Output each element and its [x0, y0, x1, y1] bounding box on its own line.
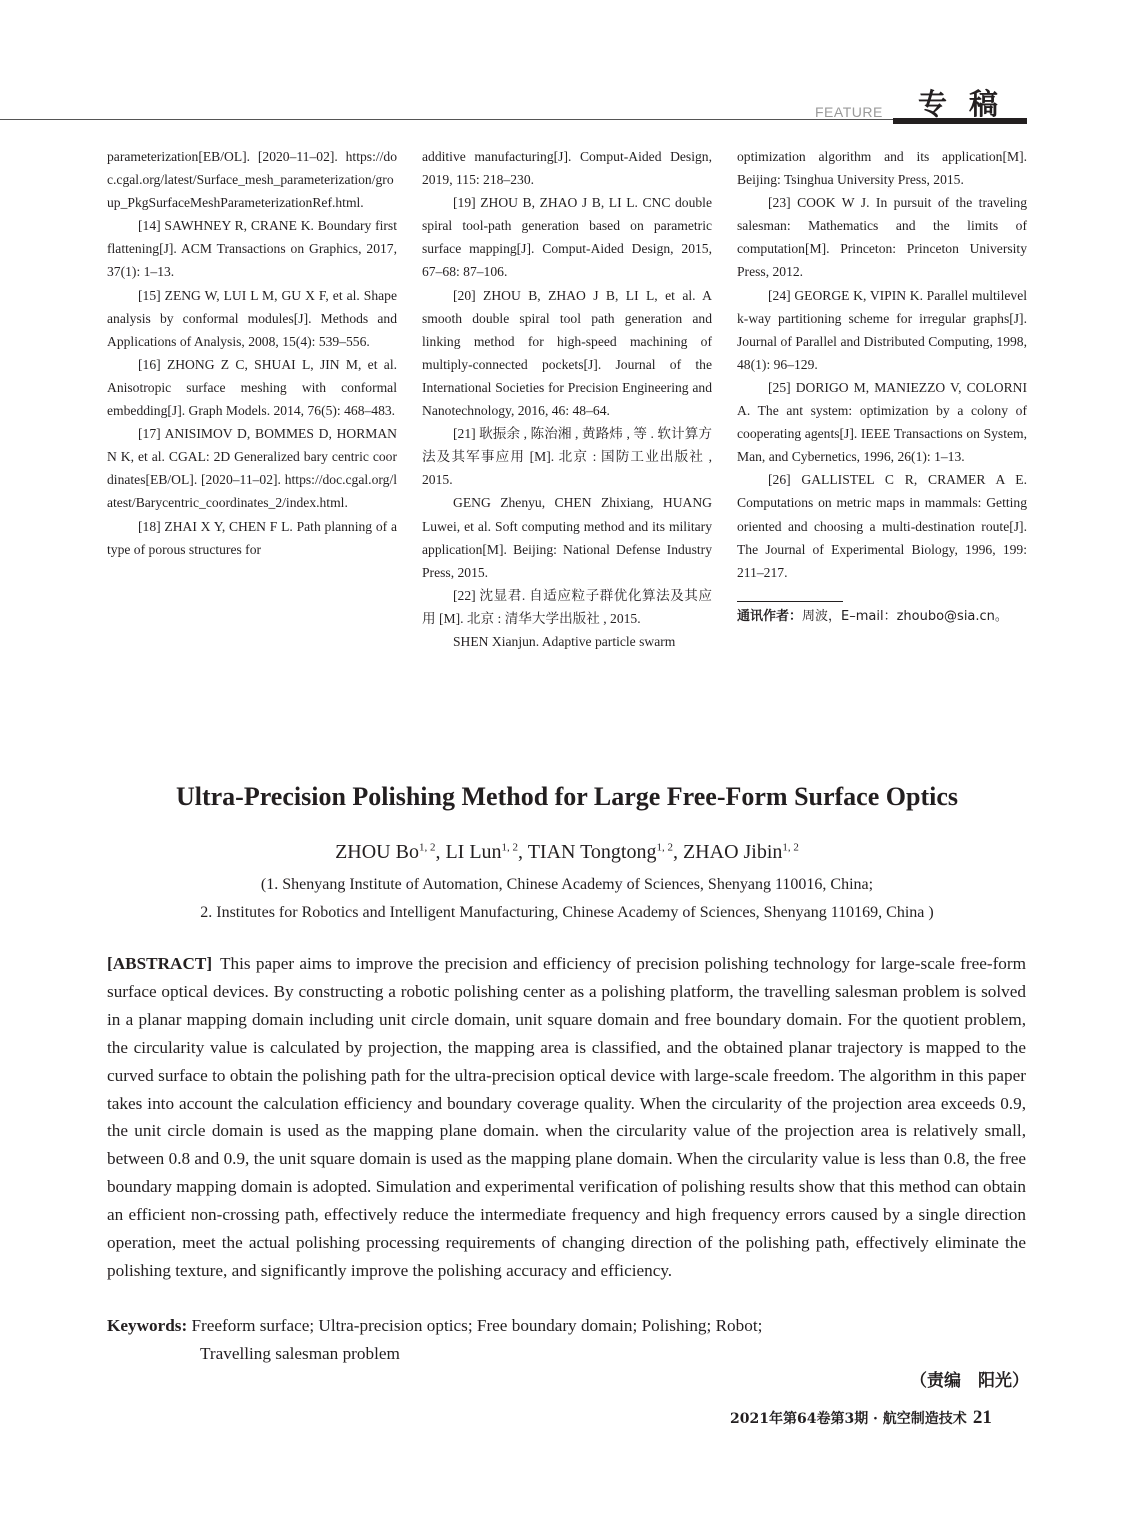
- editor-note: （责编 阳光）: [910, 1371, 1029, 1391]
- reference-item: [16] ZHONG Z C, SHUAI L, JIN M, et al. Anisotropic surface meshing with conformal embedding[J]. Graph Models. 2014, 76(5): 468–483.: [107, 356, 397, 419]
- reference-item: [26] GALLISTEL C R, CRAMER A E. Computations on metric maps in mammals: Getting oriented and choosing a multi-destination route[J]. The Journal of Experimental Biology, 1996, 199: 211–217.: [737, 472, 1027, 580]
- reference-item: [18] ZHAI X Y, CHEN F L. Path planning of a type of porous structures for: [107, 518, 397, 557]
- author-affiliation-mark: 1, 2: [782, 841, 799, 854]
- reference-item: optimization algorithm and its application[M]. Beijing: Tsinghua University Press, 2015.: [737, 149, 1027, 188]
- author-name: ZHAO Jibin: [682, 841, 783, 863]
- correspondence-rule: [737, 601, 843, 602]
- author-separator: ,: [435, 841, 446, 863]
- author-separator: ,: [672, 841, 683, 863]
- journal-info: 2021年第64卷第3期 · 航空制造技术: [730, 1411, 967, 1427]
- paper-title: Ultra-Precision Polishing Method for Large Free-Form Surface Optics: [175, 782, 958, 811]
- section-title: 专稿: [918, 87, 1021, 121]
- author-name: ZHOU Bo: [335, 841, 419, 863]
- references-column-2: [422, 145, 712, 653]
- keywords: [107, 1312, 1026, 1367]
- author-affiliation-mark: 1, 2: [501, 841, 519, 854]
- correspondence-note: [737, 605, 1027, 628]
- author-separator: ,: [518, 841, 528, 863]
- keywords-line-2: Travelling salesman problem: [200, 1343, 400, 1363]
- page-number: 21: [972, 1407, 992, 1428]
- affiliation-1: (1. Shenyang Institute of Automation, Chinese Academy of Sciences, Shenyang 110016, China;: [260, 876, 874, 893]
- reference-item: [25] DORIGO M, MANIEZZO V, COLORNI A. The ant system: optimization by a colony of cooperating agents[J]. IEEE Transactions on System, Man, and Cybernetics, 1996, 26(1): 1–13.: [737, 379, 1027, 465]
- reference-item: [19] ZHOU B, ZHAO J B, LI L. CNC double spiral tool-path generation based on parametric surface mapping[J]. Comput-Aided Design, 2015, 67–68: 87–106.: [422, 195, 712, 280]
- abstract: [107, 950, 1026, 1285]
- reference-item: [17] ANISIMOV D, BOMMES D, HORMANN K, et al. CGAL: 2D Generalized bary centric coordinates[EB/OL]. [2020–11–02]. https://doc.cgal.org/latest/Barycentric_coordinates_2/index.html.: [107, 426, 397, 511]
- header-rule: [0, 119, 895, 120]
- keywords-line-1: Freeform surface; Ultra-precision optics; Free boundary domain; Polishing; Robot;: [191, 1316, 763, 1335]
- reference-item: [23] COOK W J. In pursuit of the traveling salesman: Mathematics and the limits of computation[M]. Princeton: Princeton University Press, 2012.: [737, 195, 1027, 280]
- keywords-label: Keywords:: [107, 1316, 188, 1335]
- correspondence-label: 通讯作者：: [737, 608, 803, 624]
- reference-item: additive manufacturing[J]. Comput-Aided Design, 2019, 115: 218–230.: [422, 149, 712, 188]
- abstract-label: [ABSTRACT]: [107, 954, 213, 973]
- reference-item: [20] ZHOU B, ZHAO J B, LI L, et al. A smooth double spiral tool path generation and linking method for high-speed machining of multiply-connected pockets[J]. Journal of the International Societies for Precision Engineering and Nanotechnology, 2016, 46: 48–64.: [422, 287, 712, 419]
- correspondence-text: 周波，E–mail：zhoubo@sia.cn。: [802, 608, 1008, 624]
- affiliation-2: 2. Institutes for Robotics and Intelligent Manufacturing, Chinese Academy of Sciences, Shenyang 110169, China ): [200, 904, 934, 921]
- author-name: LI Lun: [445, 841, 502, 863]
- references-column-3: [737, 145, 1027, 628]
- page-footer: [730, 1407, 992, 1429]
- reference-item: GENG Zhenyu, CHEN Zhixiang, HUANG Luwei, et al. Soft computing method and its military application[M]. Beijing: National Defense Industry Press, 2015.: [422, 495, 712, 580]
- references-column-1: [107, 145, 397, 561]
- author-affiliation-mark: 1, 2: [418, 841, 436, 854]
- feature-label: FEATURE: [815, 104, 883, 120]
- reference-item: parameterization[EB/OL]. [2020–11–02]. https://doc.cgal.org/latest/Surface_mesh_parameterization/group_PkgSurfaceMeshParameterizationRef.html.: [107, 149, 397, 211]
- author-affiliation-mark: 1, 2: [656, 841, 673, 854]
- reference-item: [15] ZENG W, LUI L M, GU X F, et al. Shape analysis by conformal modules[J]. Methods and Applications of Analysis, 2008, 15(4): 539–556.: [107, 287, 397, 349]
- reference-item: [21] 耿振余 , 陈治湘 , 黄路炜 , 等 . 软计算方法及其军事应用 [M]. 北京 : 国防工业出版社 , 2015.: [422, 426, 712, 488]
- author-name: TIAN Tongtong: [527, 841, 657, 863]
- reference-item: [14] SAWHNEY R, CRANE K. Boundary first flattening[J]. ACM Transactions on Graphics, 2017, 37(1): 1–13.: [107, 218, 397, 280]
- author-list: [0, 841, 1134, 864]
- reference-item: SHEN Xianjun. Adaptive particle swarm: [453, 633, 676, 649]
- abstract-text: This paper aims to improve the precision and efficiency of precision polishing technology for large-scale free-form surface optical devices. By constructing a robotic polishing center as a polishing platform, the travelling salesman problem is solved in a planar mapping domain including unit circle domain, unit square domain and free boundary domain. For the quotient problem, the circularity value is calculated by projection, the mapping area is classified, and the obtained planar trajectory is mapped to the curved surface to obtain the polishing path for the ultra-precision optical device with large-scale freedom. The algorithm in this paper takes into account the calculation efficiency and boundary coverage quality. When the circularity of the projection area exceeds 0.9, the unit circle domain is used as the mapping plane domain. when the circularity value of the projection area is relatively small, between 0.8 and 0.9, the unit square domain is used as the mapping plane domain. When the circularity value is less than 0.8, the free boundary mapping domain is adopted. Simulation and experimental verification of polishing results show that this method can obtain an efficient non-crossing path, effectively reduce the intermediate frequency and high frequency errors caused by a single direction operation, meet the actual polishing processing requirements of changing direction of the polishing path, effectively eliminate the polishing texture, and significantly improve the polishing accuracy and efficiency.: [107, 954, 1026, 1280]
- reference-item: [22] 沈显君. 自适应粒子群优化算法及其应用 [M]. 北京 : 清华大学出版社 , 2015.: [422, 587, 712, 626]
- reference-item: [24] GEORGE K, VIPIN K. Parallel multilevel k-way partitioning scheme for irregular graphs[J]. Journal of Parallel and Distributed Computing, 1998, 48(1): 96–129.: [737, 287, 1027, 372]
